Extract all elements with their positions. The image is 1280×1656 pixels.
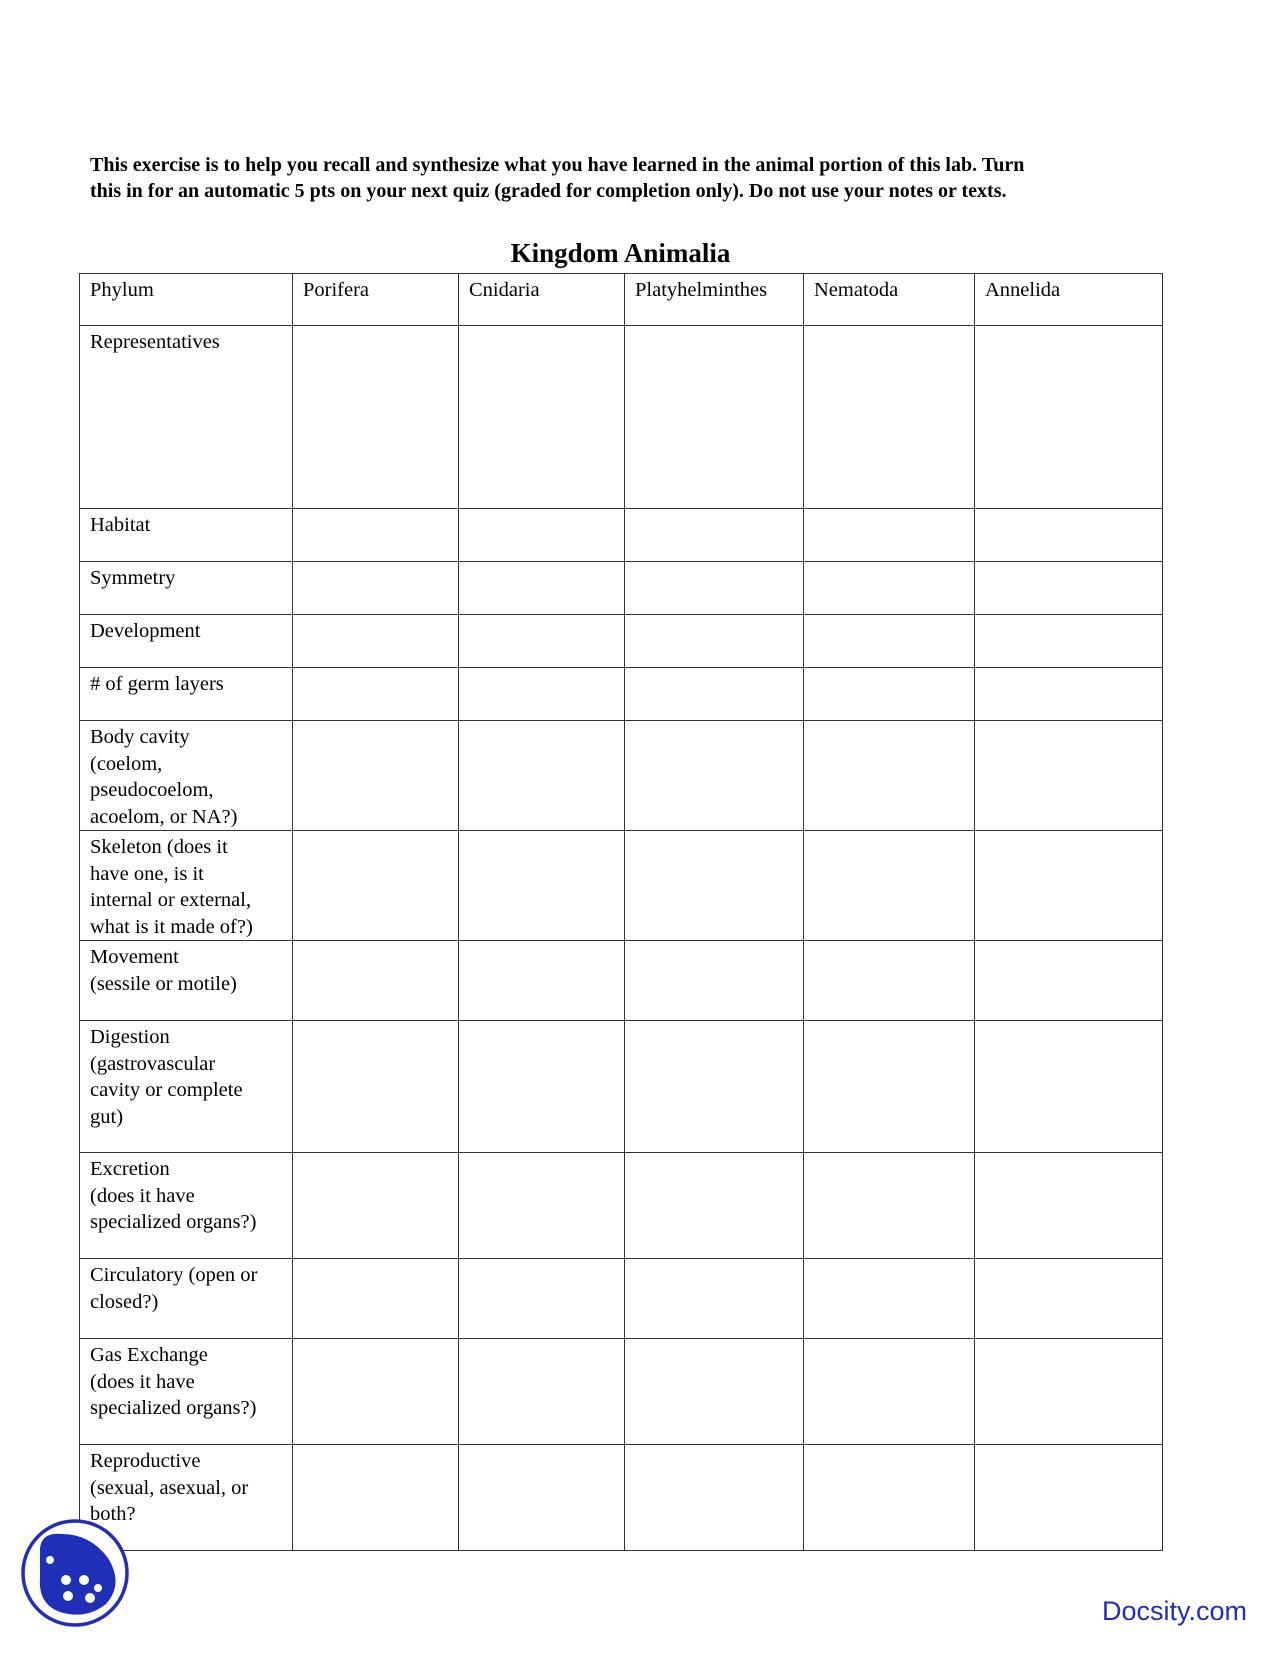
header-label: Platyhelminthes xyxy=(635,279,768,301)
row-label xyxy=(80,721,293,831)
answer-cell[interactable] xyxy=(459,1153,625,1259)
answer-cell[interactable] xyxy=(804,1445,975,1551)
table-row xyxy=(80,615,1163,668)
instructions-line-1: This exercise is to help you recall and synthesize what you have learned in the animal portion of this lab. Turn xyxy=(90,154,1025,176)
table-row xyxy=(80,1259,1163,1339)
answer-cell[interactable] xyxy=(459,509,625,562)
row-label-text: Body cavity xyxy=(90,726,190,748)
table-row xyxy=(80,562,1163,615)
answer-cell[interactable] xyxy=(975,941,1163,1021)
table-row xyxy=(80,1021,1163,1153)
answer-cell[interactable] xyxy=(804,1153,975,1259)
row-label-text: Reproductive xyxy=(90,1450,201,1472)
answer-cell[interactable] xyxy=(293,509,459,562)
row-label xyxy=(80,1259,293,1339)
table-row xyxy=(80,941,1163,1021)
answer-cell[interactable] xyxy=(293,831,459,941)
header-cell xyxy=(80,274,293,326)
header-label: Nematoda xyxy=(814,279,899,301)
row-label-text: specialized organs?) xyxy=(90,1211,257,1233)
answer-cell[interactable] xyxy=(625,721,804,831)
row-label xyxy=(80,1339,293,1445)
answer-cell[interactable] xyxy=(975,721,1163,831)
answer-cell[interactable] xyxy=(293,1259,459,1339)
row-label-text: Representatives xyxy=(90,331,220,353)
answer-cell[interactable] xyxy=(293,562,459,615)
row-label-text: Symmetry xyxy=(90,567,176,589)
row-label-text: (sessile or motile) xyxy=(90,972,237,995)
row-label-text: have one, is it xyxy=(90,862,204,885)
answer-cell[interactable] xyxy=(625,668,804,721)
answer-cell[interactable] xyxy=(459,615,625,668)
answer-cell[interactable] xyxy=(625,941,804,1021)
row-label-text: internal or external, xyxy=(90,889,252,911)
answer-cell[interactable] xyxy=(804,1259,975,1339)
answer-cell[interactable] xyxy=(975,1259,1163,1339)
row-label-text: Digestion xyxy=(90,1026,170,1048)
header-label: Porifera xyxy=(303,279,370,301)
answer-cell[interactable] xyxy=(804,831,975,941)
table-title: Kingdom Animalia xyxy=(510,238,731,268)
answer-cell[interactable] xyxy=(625,326,804,509)
answer-cell[interactable] xyxy=(625,1153,804,1259)
answer-cell[interactable] xyxy=(975,668,1163,721)
row-label-text: (gastrovascular xyxy=(90,1052,216,1075)
header-row xyxy=(80,274,1163,326)
answer-cell[interactable] xyxy=(293,941,459,1021)
row-label-text: cavity or complete xyxy=(90,1079,243,1101)
row-label xyxy=(80,668,293,721)
header-label: Phylum xyxy=(90,279,154,301)
row-label-text: (coelom, xyxy=(90,752,163,775)
table-row xyxy=(80,668,1163,721)
answer-cell[interactable] xyxy=(459,326,625,509)
answer-cell[interactable] xyxy=(804,1339,975,1445)
answer-cell[interactable] xyxy=(625,615,804,668)
header-label: Annelida xyxy=(985,279,1061,301)
row-label-text: (sexual, asexual, or xyxy=(90,1476,249,1499)
answer-cell[interactable] xyxy=(459,562,625,615)
answer-cell[interactable] xyxy=(625,562,804,615)
answer-cell[interactable] xyxy=(293,615,459,668)
row-label xyxy=(80,1021,293,1153)
row-label xyxy=(80,941,293,1021)
table-row xyxy=(80,1445,1163,1551)
header-cell xyxy=(293,274,459,326)
answer-cell[interactable] xyxy=(459,721,625,831)
answer-cell[interactable] xyxy=(293,326,459,509)
header-cell xyxy=(975,274,1163,326)
answer-cell[interactable] xyxy=(975,1445,1163,1551)
answer-cell[interactable] xyxy=(459,831,625,941)
answer-cell[interactable] xyxy=(293,1153,459,1259)
answer-cell[interactable] xyxy=(459,1259,625,1339)
row-label-text: Excretion xyxy=(90,1158,170,1180)
table-row xyxy=(80,1339,1163,1445)
row-label xyxy=(80,831,293,941)
row-label-text: both? xyxy=(90,1503,136,1525)
header-cell xyxy=(804,274,975,326)
answer-cell[interactable] xyxy=(975,831,1163,941)
row-label xyxy=(80,562,293,615)
row-label-text: # of germ layers xyxy=(90,673,224,695)
answer-cell[interactable] xyxy=(804,941,975,1021)
answer-cell[interactable] xyxy=(459,1339,625,1445)
answer-cell[interactable] xyxy=(293,1445,459,1551)
row-label-text: Circulatory (open or xyxy=(90,1264,258,1286)
kingdom-animalia-table xyxy=(79,273,1163,1551)
row-label-text: Skeleton (does it xyxy=(90,836,228,858)
row-label-text: Development xyxy=(90,620,201,642)
answer-cell[interactable] xyxy=(975,1021,1163,1153)
table-row xyxy=(80,831,1163,941)
answer-cell[interactable] xyxy=(804,668,975,721)
answer-cell[interactable] xyxy=(804,562,975,615)
answer-cell[interactable] xyxy=(804,509,975,562)
answer-cell[interactable] xyxy=(625,1339,804,1445)
table-row xyxy=(80,326,1163,509)
row-label-text: Gas Exchange xyxy=(90,1344,208,1366)
row-label-text: closed?) xyxy=(90,1290,159,1313)
answer-cell[interactable] xyxy=(804,1021,975,1153)
answer-cell[interactable] xyxy=(293,721,459,831)
answer-cell[interactable] xyxy=(625,1021,804,1153)
answer-cell[interactable] xyxy=(625,1259,804,1339)
instructions-line-2: this in for an automatic 5 pts on your next quiz (graded for completion only). Do not use your notes or texts. xyxy=(90,180,1007,202)
table-row xyxy=(80,1153,1163,1259)
answer-cell[interactable] xyxy=(975,1153,1163,1259)
docsity-brand-link[interactable]: Docsity.com xyxy=(1102,1596,1248,1626)
answer-cell[interactable] xyxy=(293,1339,459,1445)
answer-cell[interactable] xyxy=(293,1021,459,1153)
answer-cell[interactable] xyxy=(804,721,975,831)
answer-cell[interactable] xyxy=(293,668,459,721)
answer-cell[interactable] xyxy=(459,1021,625,1153)
row-label-text: pseudocoelom, xyxy=(90,779,214,801)
header-cell xyxy=(459,274,625,326)
row-label-text: acoelom, or NA?) xyxy=(90,805,238,828)
table-row xyxy=(80,721,1163,831)
answer-cell[interactable] xyxy=(459,1445,625,1551)
answer-cell[interactable] xyxy=(459,668,625,721)
answer-cell[interactable] xyxy=(459,941,625,1021)
row-label-text: Movement xyxy=(90,946,179,968)
answer-cell[interactable] xyxy=(975,326,1163,509)
row-label xyxy=(80,615,293,668)
row-label-text: (does it have xyxy=(90,1370,195,1393)
row-label-text: specialized organs?) xyxy=(90,1397,257,1419)
row-label xyxy=(80,326,293,509)
answer-cell[interactable] xyxy=(975,615,1163,668)
table-row xyxy=(80,509,1163,562)
header-label: Cnidaria xyxy=(469,279,540,301)
instructions xyxy=(90,152,1200,204)
answer-cell[interactable] xyxy=(804,326,975,509)
answer-cell[interactable] xyxy=(625,1445,804,1551)
answer-cell[interactable] xyxy=(625,831,804,941)
answer-cell[interactable] xyxy=(804,615,975,668)
answer-cell[interactable] xyxy=(975,1339,1163,1445)
row-label-text: gut) xyxy=(90,1105,124,1128)
row-label xyxy=(80,509,293,562)
row-label-text: what is it made of?) xyxy=(90,915,253,938)
answer-cell[interactable] xyxy=(975,562,1163,615)
row-label-text: Habitat xyxy=(90,514,151,536)
row-label xyxy=(80,1153,293,1259)
header-cell xyxy=(625,274,804,326)
row-label-text: (does it have xyxy=(90,1184,195,1207)
answer-cell[interactable] xyxy=(625,509,804,562)
answer-cell[interactable] xyxy=(975,509,1163,562)
docsity-logo-icon[interactable] xyxy=(20,1518,130,1628)
